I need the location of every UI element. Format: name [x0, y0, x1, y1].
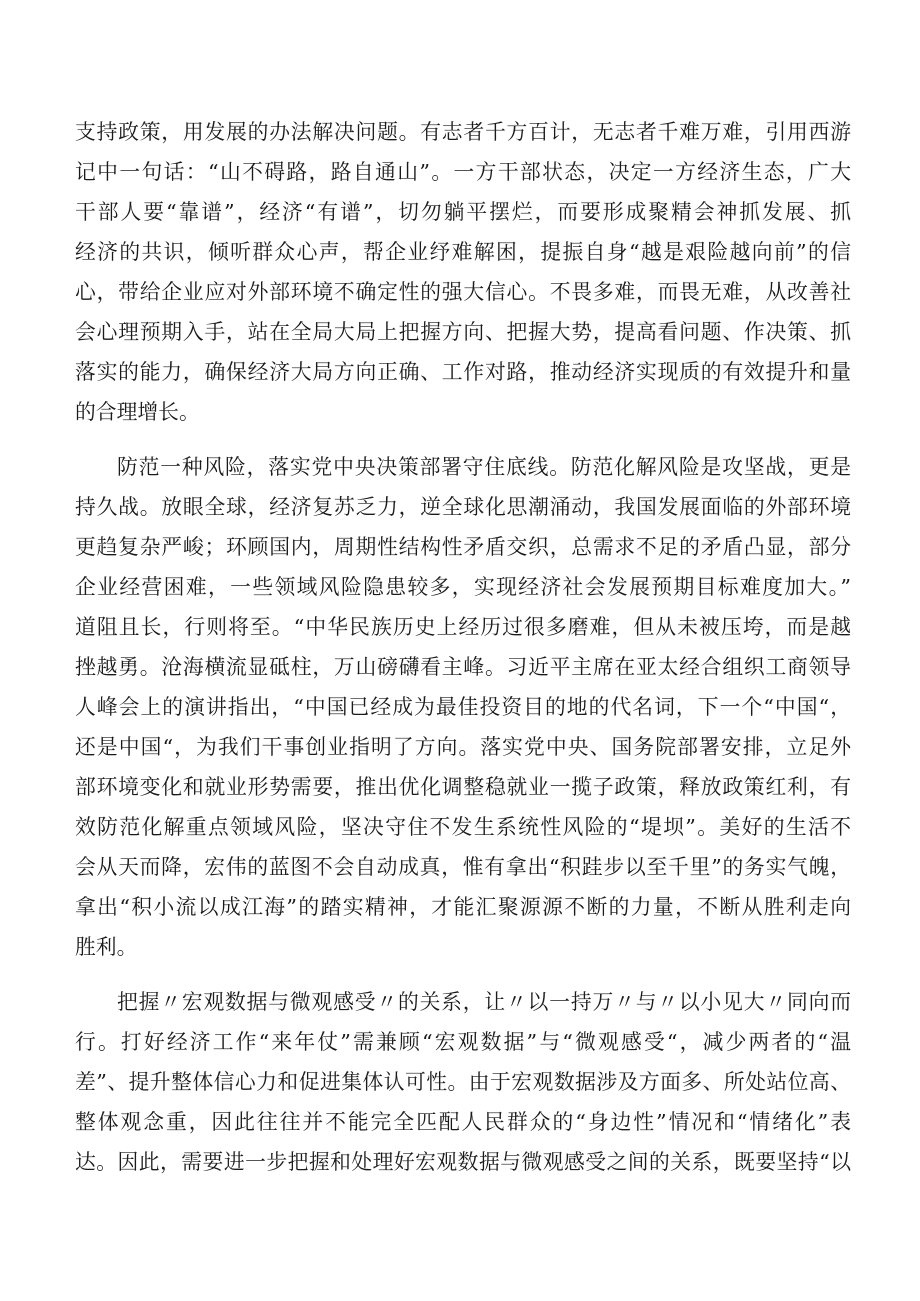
- paragraph-2-line: 挫越勇。沧海横流显砥柱，万山磅礴看主峰。习近平主席在亚太经合组织工商领导: [75, 655, 851, 679]
- paragraph-3-line: 行。打好经济工作“来年仗”需兼顾“宏观数据”与“微观感受“，减少两者的“温: [75, 1030, 851, 1054]
- paragraph-2-line: 道阻且长，行则将至。“中华民族历史上经历过很多磨难，但从未被压垮，而是越: [75, 615, 851, 639]
- paragraph-1-line: 心，带给企业应对外部环境不确定性的强大信心。不畏多难，而畏无难，从改善社: [75, 280, 851, 304]
- paragraph-2-line: 企业经营困难，一些领域风险隐患较多，实现经济社会发展预期目标难度加大。”: [75, 575, 851, 599]
- paragraph-1-line: 干部人要“靠谱”，经济“有谱”，切勿躺平摆烂，而要形成聚精会神抓发展、抓: [75, 200, 851, 224]
- paragraph-1-line: 记中一句话：“山不碍路，路自通山”。一方干部状态，决定一方经济生态，广大: [75, 160, 851, 184]
- paragraph-2-line: 更趋复杂严峻；环顾国内，周期性结构性矛盾交织，总需求不足的矛盾凸显，部分: [75, 535, 851, 559]
- paragraph-2-line: 部环境变化和就业形势需要，推出优化调整稳就业一揽子政策，释放政策红利，有: [75, 775, 851, 799]
- paragraph-2-line: 拿出“积小流以成江海”的踏实精神，才能汇聚源源不断的力量，不断从胜利走向: [75, 895, 851, 919]
- paragraph-1-line: 落实的能力，确保经济大局方向正确、工作对路，推动经济实现质的有效提升和量: [75, 360, 851, 384]
- paragraph-3-line: 达。因此，需要进一步把握和处理好宏观数据与微观感受之间的关系，既要坚持“以: [75, 1150, 851, 1174]
- paragraph-1-line: 经济的共识，倾听群众心声，帮企业纾难解困，提振自身“越是艰险越向前”的信: [75, 240, 851, 264]
- paragraph-1-line: 支持政策，用发展的办法解决问题。有志者千方百计，无志者千难万难，引用西游: [75, 120, 851, 144]
- paragraph-2-line: 会从天而降，宏伟的蓝图不会自动成真，惟有拿出“积跬步以至千里”的务实气魄，: [75, 855, 851, 879]
- paragraph-2-line: 胜利。: [75, 935, 138, 959]
- paragraph-2-line: 效防范化解重点领域风险，坚决守住不发生系统性风险的“堤坝”。美好的生活不: [75, 815, 851, 839]
- paragraph-3-line: 差”、提升整体信心力和促进集体认可性。由于宏观数据涉及方面多、所处站位高、: [75, 1070, 851, 1094]
- paragraph-2-line: 持久战。放眼全球，经济复苏乏力，逆全球化思潮涌动，我国发展面临的外部环境: [75, 495, 851, 519]
- paragraph-1-line: 的合理增长。: [75, 400, 200, 424]
- paragraph-2-line: 人峰会上的演讲指出，“中国已经成为最佳投资目的地的代名词，下一个“中国“，: [75, 695, 851, 719]
- paragraph-2-line: 还是中国“，为我们干事创业指明了方向。落实党中央、国务院部署安排，立足外: [75, 735, 851, 759]
- paragraph-2-line: 防范一种风险，落实党中央决策部署守住底线。防范化解风险是攻坚战，更是: [117, 455, 851, 479]
- paragraph-3-line: 整体观念重，因此往往并不能完全匹配人民群众的“身边性”情况和“情绪化”表: [75, 1110, 851, 1134]
- paragraph-1-line: 会心理预期入手，站在全局大局上把握方向、把握大势，提高看问题、作决策、抓: [75, 320, 851, 344]
- paragraph-3-line: 把握〃宏观数据与微观感受〃的关系，让〃以一持万〃与〃以小见大〃同向而: [117, 990, 851, 1014]
